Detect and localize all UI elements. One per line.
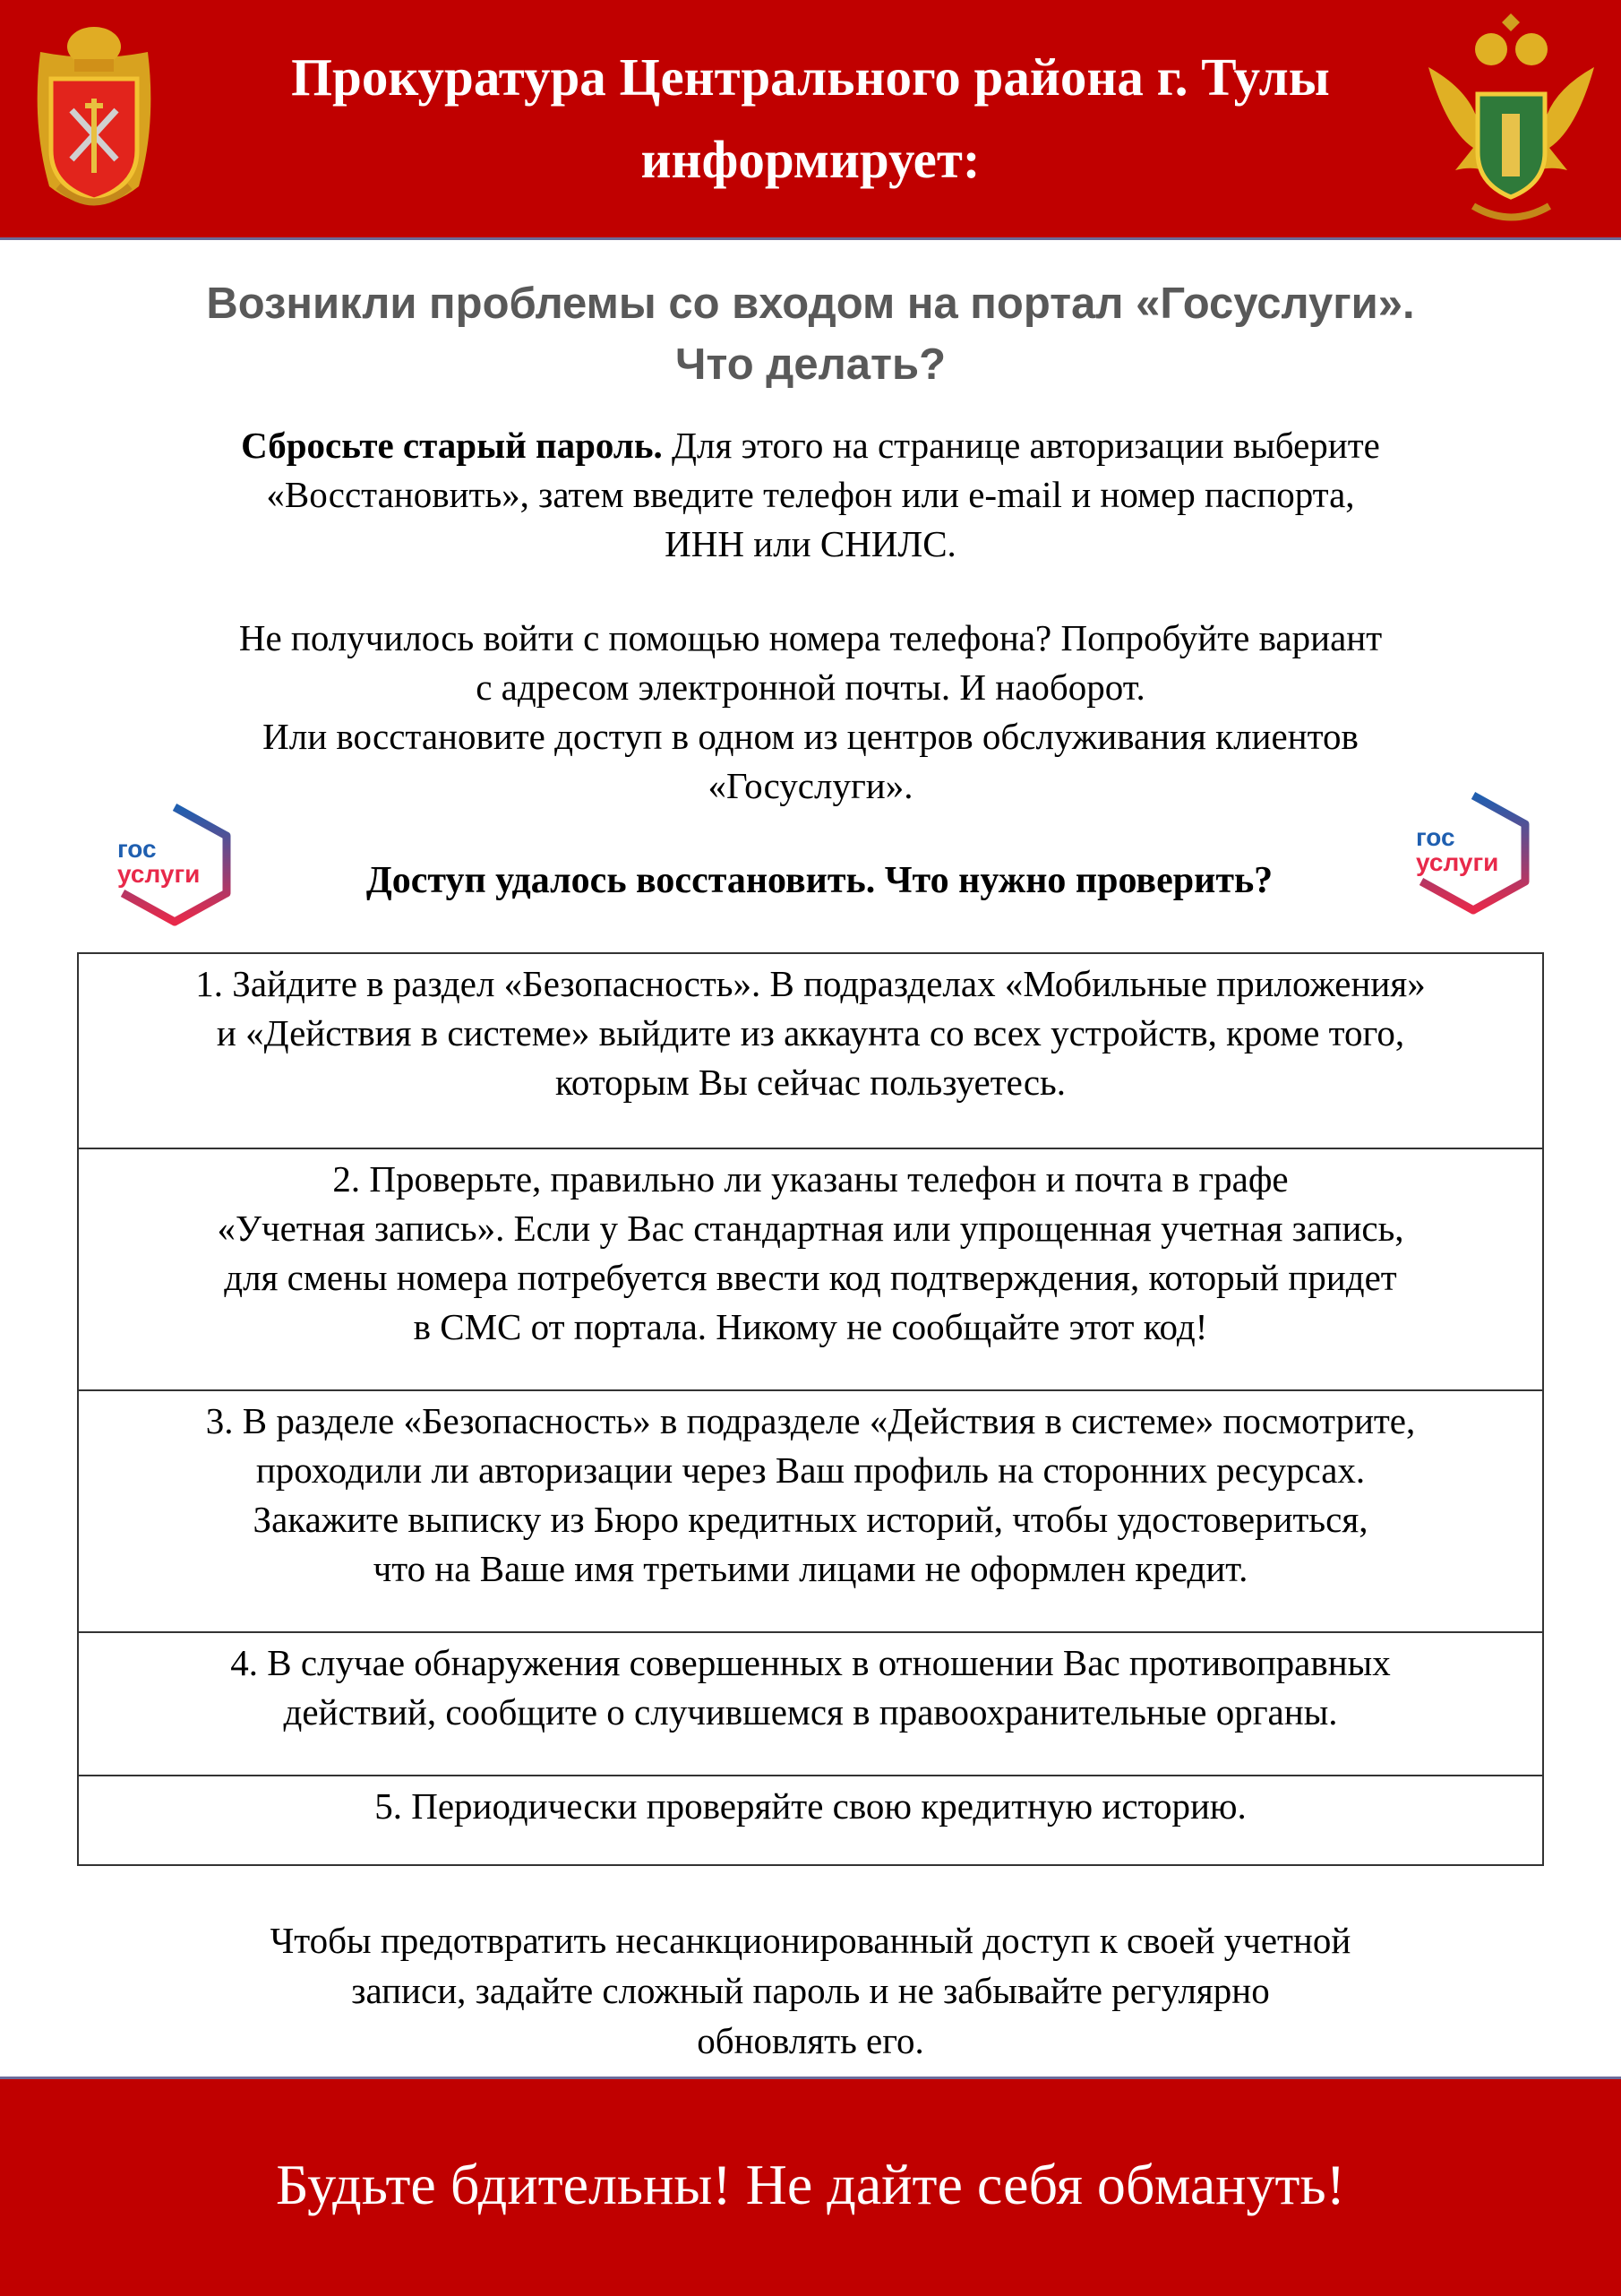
step-row-3 <box>79 1389 1542 1631</box>
tula-coat-of-arms-icon <box>22 16 166 222</box>
gosuslugi-logo-right <box>1411 790 1536 916</box>
gos-logo-left-top: гос <box>117 835 157 863</box>
closing-line1: Чтобы предотвратить несанкционированный доступ к своей учетной <box>270 1920 1351 1961</box>
step-2-line-3: для смены номера потребуется ввести код подтверждения, который придет <box>224 1257 1397 1298</box>
step-2-line-4: в СМС от портала. Никому не сообщайте этот код! <box>413 1306 1208 1347</box>
reset-bold-lead: Сбросьте старый пароль. <box>241 425 663 466</box>
step-row-1 <box>79 954 1542 1148</box>
step-3-line-3: Закажите выписку из Бюро кредитных историй, чтобы удостовериться, <box>253 1499 1368 1540</box>
closing-line2: записи, задайте сложный пароль и не забывайте регулярно <box>351 1970 1270 2011</box>
footer-warning: Будьте бдительны! Не дайте себя обмануть! <box>276 2153 1345 2216</box>
subtitle <box>0 273 1621 395</box>
reset-line1-rest: Для этого на странице авторизации выберите <box>662 425 1380 466</box>
alternative-line2: с адресом электронной почты. И наоборот. <box>476 666 1145 708</box>
alternative-line1: Не получилось войти с помощью номера телефона? Попробуйте вариант <box>238 617 1383 658</box>
header-title-line1: Прокуратура Центрального района г. Тулы <box>291 47 1330 107</box>
gos-logo-left-bottom: услуги <box>117 860 201 888</box>
step-1-line-3: которым Вы сейчас пользуетесь. <box>555 1062 1066 1103</box>
gos-logo-right-top: гос <box>1416 823 1455 851</box>
header-title-line2: информирует: <box>640 130 981 189</box>
alternative-login-paragraph <box>90 614 1531 811</box>
step-3-line-2: проходили ли авторизации через Ваш профиль на сторонних ресурсах. <box>255 1449 1366 1491</box>
subtitle-line2: Что делать? <box>674 340 947 389</box>
access-restored-heading: Доступ удалось восстановить. Что нужно проверить? <box>365 860 1274 901</box>
step-3-line-1: 3. В разделе «Безопасность» в подразделе «Действия в системе» посмотрите, <box>205 1400 1416 1441</box>
step-4-line-1: 4. В случае обнаружения совершенных в отношении Вас противоправных <box>230 1642 1391 1683</box>
steps-table <box>77 952 1544 1866</box>
alternative-line4: «Госуслуги». <box>708 765 913 806</box>
step-2-line-1: 2. Проверьте, правильно ли указаны телефон и почта в графе <box>332 1158 1289 1200</box>
step-row-5 <box>79 1775 1542 1864</box>
reset-password-paragraph <box>90 421 1531 569</box>
subtitle-line1: Возникли проблемы со входом на портал «Госуслуги». <box>206 279 1415 328</box>
prosecutor-emblem-icon <box>1419 13 1603 228</box>
step-4-line-2: действий, сообщите о случившемся в правоохранительные органы. <box>283 1691 1338 1733</box>
reset-line2: «Восстановить», затем введите телефон или e-mail и номер паспорта, <box>266 474 1355 515</box>
header-title <box>179 36 1442 201</box>
alternative-line3: Или восстановите доступ в одном из центров обслуживания клиентов <box>262 716 1359 757</box>
step-3-line-4: что на Ваше имя третьими лицами не оформлен кредит. <box>373 1548 1248 1589</box>
step-row-4 <box>79 1631 1542 1775</box>
closing-line3: обновлять его. <box>697 2020 924 2061</box>
step-1-line-1: 1. Зайдите в раздел «Безопасность». В подразделах «Мобильные приложения» <box>195 963 1426 1004</box>
step-5-line-1: 5. Периодически проверяйте свою кредитную историю. <box>374 1785 1247 1827</box>
header-banner <box>0 0 1621 240</box>
step-row-2 <box>79 1148 1542 1389</box>
gos-logo-right-bottom: услуги <box>1416 848 1499 876</box>
step-2-line-2: «Учетная запись». Если у Вас стандартная или упрощенная учетная запись, <box>217 1208 1404 1249</box>
footer-banner <box>0 2077 1621 2296</box>
closing-paragraph <box>90 1915 1531 2066</box>
reset-line1 <box>90 421 1531 470</box>
step-1-line-2: и «Действия в системе» выйдите из аккаунта со всех устройств, кроме того, <box>216 1012 1405 1053</box>
reset-line3: ИНН или СНИЛС. <box>665 523 956 564</box>
